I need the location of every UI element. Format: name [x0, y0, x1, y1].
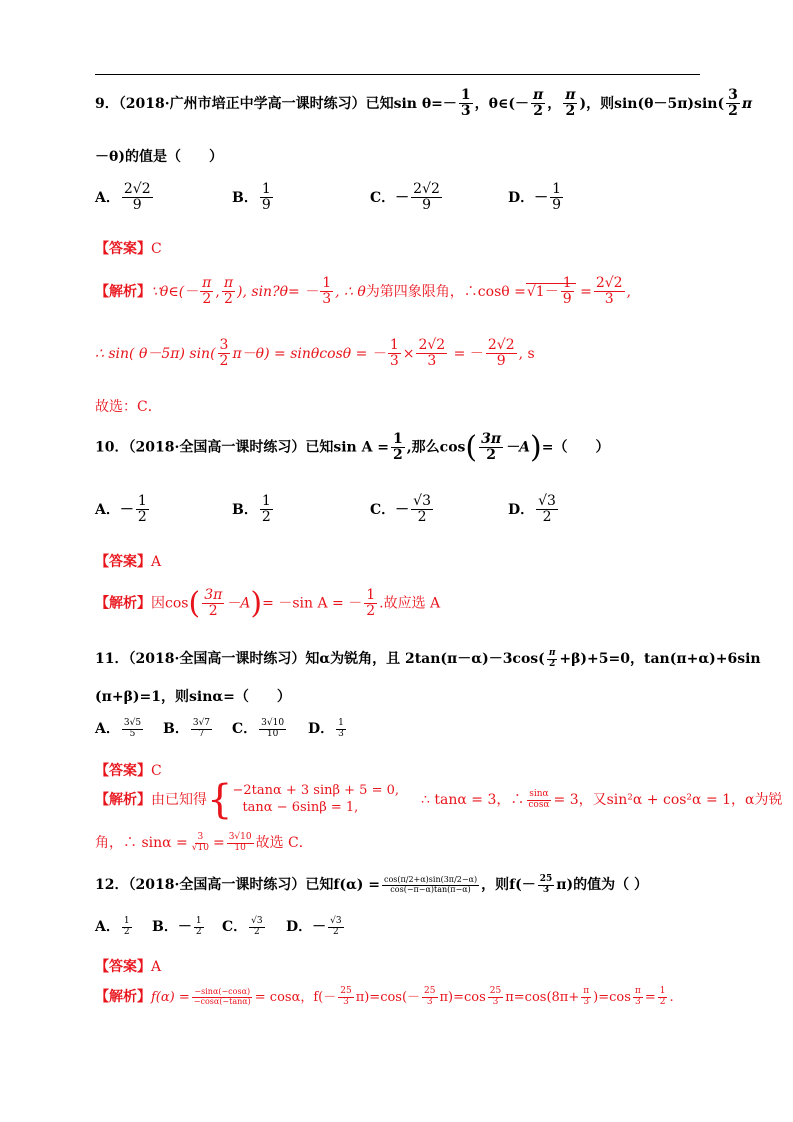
q10-answer: 【答案】A: [95, 554, 162, 570]
q9-option-c[interactable]: C．－ $\frac{2√2}{9}$: [370, 181, 440, 214]
q11-option-b[interactable]: B． $\frac{3√7}{7}$: [163, 717, 211, 739]
q10-option-b[interactable]: B． $\frac{1}{2}$: [232, 493, 271, 526]
q9-stem-line2: －θ)的值是（ ）: [95, 149, 223, 165]
q10-option-c[interactable]: C．－ $\frac{√3}{2}$: [370, 493, 431, 526]
q9-option-d[interactable]: D．－ $\frac{1}{9}$: [508, 181, 562, 214]
q12-option-b[interactable]: B．－ $\frac{1}{2}$: [152, 915, 202, 937]
q9-option-b[interactable]: B． $\frac{1}{9}$: [232, 181, 271, 214]
q10-option-d[interactable]: D． $\frac{√3}{2}$: [508, 493, 556, 526]
q12-answer: 【答案】A: [95, 959, 162, 975]
header-rule: [95, 74, 700, 75]
q11-analysis-line1: 【解析】由已知得{ −2tanα + 3 sinβ + 5 = 0, tanα − 6sinβ = 1, ∴ tanα = 3，∴ $\frac{\sin\alpha}{\cos\alpha}$ = 3，又sin²α + cos²α = 1，α为锐: [95, 777, 783, 823]
q12-option-c[interactable]: C． $\frac{√3}{2}$: [222, 915, 263, 937]
frac-1-3: $\frac{1}{3}$: [460, 87, 471, 120]
q9-answer: 【答案】C: [95, 241, 162, 257]
q12-stem: 12．（2018·全国高一课时练习）已知f(α) = $\frac{\cos(\pi/2+\alpha)\sin(3\pi/2-\alpha)}{\cos(-\pi-\alpha)\tan(\pi-\alpha)}$ ，则f(－ $\frac{25}{3}$ π)的值为（ ）: [95, 873, 649, 895]
q9-option-a[interactable]: A． $\frac{2√2}{9}$: [95, 181, 151, 214]
q9-analysis-line1: 【解析】∵θ∈(－ $\frac{\pi}{2}$ , $\frac{\pi}{2}$ ), sin?θ= － $\frac{1}{3}$ , ∴ θ为第四象限角，∴cosθ =√1－ $\frac{1}{9}$ = $\frac{2√2}{3}$ ,: [95, 275, 632, 308]
q11-stem-line2: (π+β)=1，则sinα=（ ）: [95, 689, 291, 705]
q11-option-c[interactable]: C． $\frac{3√10}{10}$: [232, 717, 285, 739]
equation-system: −2tanα + 3 sinβ + 5 = 0, tanα − 6sinβ = 1,: [232, 783, 400, 815]
q9-analysis-line2: ∴ sin( θ－5π) sin( $\frac{3}{2}$ π－θ) = sinθcosθ = － $\frac{1}{3}$ × $\frac{2√2}{3}$ = － $\frac{2√2}{9}$ , s: [95, 337, 535, 370]
q11-answer: 【答案】C: [95, 763, 162, 779]
q11-option-d[interactable]: D． $\frac{1}{3}$: [308, 717, 344, 739]
q11-stem-line1: 11．（2018·全国高一课时练习）知α为锐角，且 2tan(π－α)－3cos( $\frac{\pi}{2}$ +β)+5=0，tan(π+α)+6sin: [95, 647, 761, 669]
q11-analysis-line2: 角，∴ sinα = $\frac{3}{√10}$ = $\frac{3√10}{10}$ 故选 C．: [95, 831, 313, 853]
q10-option-a[interactable]: A．－ $\frac{1}{2}$: [95, 493, 147, 526]
q12-option-d[interactable]: D．－ $\frac{√3}{2}$: [286, 915, 342, 937]
q12-option-a[interactable]: A． $\frac{1}{2}$: [95, 915, 130, 937]
frac-pi-2: $\frac{\pi}{2}$: [532, 87, 544, 120]
q10-stem: 10．（2018·全国高一课时练习）已知sin A = $\frac{1}{2}$ ,那么cos( $\frac{3\pi}{2}$ －A)=（ ）: [95, 430, 610, 465]
q9-stem-line1: 9．（2018·广州市培正中学高一课时练习）已知sin θ=－ $\frac{1}{3}$ ，θ∈(－ $\frac{\pi}{2}$ ， $\frac{\pi}{2}$ )，则sin(θ－5π)sin( $\frac{3}{2}$ π: [95, 87, 753, 120]
q12-analysis: 【解析】f(α) = $\frac{-\sin\alpha(-\cos\alpha)}{-\cos\alpha(-\tan\alpha)}$ = cosα，f(－ $\frac{25}{3}$ π)=cos(－ $\frac{25}{3}$ π)=cos $\frac{25}{3}$ π=cos(8π+ $\frac{\pi}{3}$ )=cos $\frac{\pi}{3}$ = $\frac{1}{2}$ .: [95, 986, 674, 1007]
q9-conclusion: 故选：C．: [95, 399, 162, 415]
q11-option-a[interactable]: A． $\frac{3√5}{5}$: [95, 717, 142, 739]
sqrt-expression: √1－ $\frac{1}{9}$: [526, 283, 576, 300]
frac-3-2: $\frac{3}{2}$: [728, 87, 738, 120]
q10-analysis: 【解析】因cos( $\frac{3\pi}{2}$ －A)= －sin A = － $\frac{1}{2}$ .故应选 A: [95, 586, 441, 621]
frac-pi-2: $\frac{\pi}{2}$: [565, 87, 576, 120]
